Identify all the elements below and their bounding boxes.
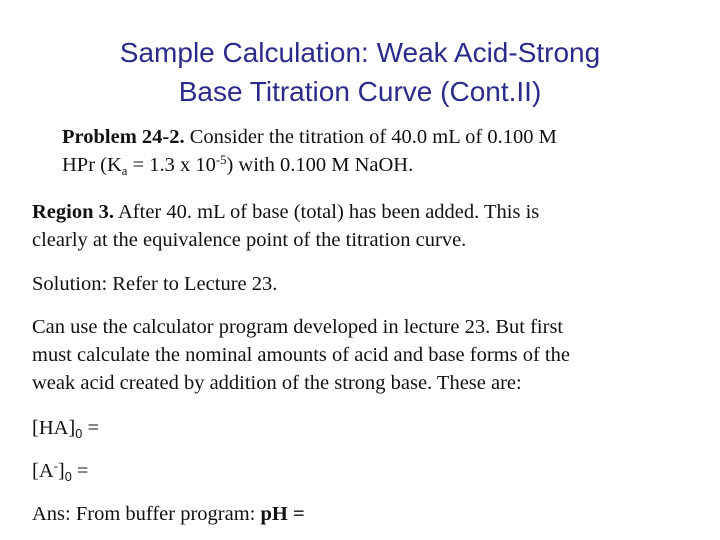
- answer-ph: pH =: [260, 503, 305, 525]
- program-line-1: Can use the calculator program developed in lecture 23. But first: [32, 316, 564, 338]
- a-pre: [A: [32, 460, 54, 482]
- program-statement: [32, 313, 702, 397]
- solution-statement: Solution: Refer to Lecture 23.: [32, 273, 278, 295]
- answer-pre: Ans: From buffer program:: [32, 503, 261, 525]
- ha-initial-concentration: [32, 414, 432, 442]
- slide-title: [40, 33, 680, 111]
- slide-title-line-1: Sample Calculation: Weak Acid-Strong: [119, 37, 601, 68]
- region-line-1-text: After 40. mL of base (total) has been added. This is: [114, 201, 540, 223]
- problem-line-2: [62, 151, 692, 179]
- a-charge: -: [53, 459, 58, 474]
- region-statement: [32, 198, 692, 254]
- program-line-3: weak acid created by addition of the strong base. These are:: [32, 372, 522, 394]
- region-line-2: clearly at the equivalence point of the titration curve.: [32, 229, 467, 251]
- problem-line-1: [62, 123, 692, 151]
- ha-subscript: 0: [75, 425, 83, 441]
- problem-line-2-pre: HPr (K: [62, 154, 122, 176]
- slide-title-line-2: Base Titration Curve (Cont.II): [178, 76, 542, 107]
- region-line-1: [32, 198, 692, 226]
- problem-statement: [62, 123, 692, 179]
- ka-exponent: -5: [215, 153, 227, 168]
- answer-line: [32, 500, 632, 528]
- problem-line-1-text: Consider the titration of 40.0 mL of 0.100 M: [184, 126, 557, 148]
- problem-label: Problem 24-2.: [62, 126, 185, 148]
- ha-post: =: [82, 417, 100, 439]
- problem-line-2-post: ) with 0.100 M NaOH.: [226, 154, 414, 176]
- a-minus-initial-concentration: [32, 457, 432, 485]
- program-line-2: must calculate the nominal amounts of acid and base forms of the: [32, 344, 570, 366]
- ka-subscript: a: [121, 163, 128, 178]
- ha-pre: [HA]: [32, 417, 76, 439]
- a-subscript: 0: [64, 468, 72, 484]
- a-mid: ]: [57, 460, 65, 482]
- a-post: =: [71, 460, 89, 482]
- region-label: Region 3.: [32, 201, 114, 223]
- problem-line-2-mid: = 1.3 x 10: [127, 154, 216, 176]
